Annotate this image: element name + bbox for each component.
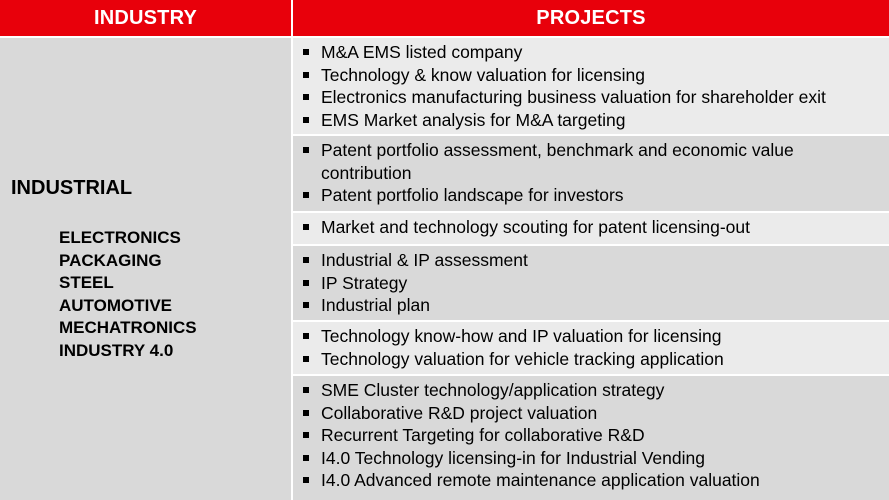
square-bullet-icon [303, 192, 309, 198]
project-text: Electronics manufacturing business valuation for shareholder exit [321, 87, 826, 108]
project-item [301, 325, 881, 348]
project-text: Technology valuation for vehicle tracking application [321, 348, 724, 369]
project-list [301, 41, 881, 131]
project-item [301, 424, 881, 447]
project-group-industrial-ip [293, 246, 889, 320]
project-item [301, 402, 881, 425]
project-text: Patent portfolio assessment, benchmark and economic value contribution [321, 140, 794, 183]
project-group-technology-valuation [293, 322, 889, 374]
square-bullet-icon [303, 224, 309, 230]
project-group-scouting [293, 213, 889, 244]
project-group-patent [293, 136, 889, 211]
project-text: IP Strategy [321, 272, 408, 293]
square-bullet-icon [303, 432, 309, 438]
project-list [301, 216, 881, 239]
square-bullet-icon [303, 280, 309, 286]
project-text: I4.0 Technology licensing-in for Industrial Vending [321, 447, 705, 468]
project-group-ems [293, 38, 889, 134]
square-bullet-icon [303, 455, 309, 461]
square-bullet-icon [303, 117, 309, 123]
square-bullet-icon [303, 257, 309, 263]
sector-electronics: ELECTRONICS [59, 228, 181, 247]
project-item [301, 216, 881, 239]
project-item [301, 184, 881, 207]
project-text: Recurrent Targeting for collaborative R&D [321, 425, 645, 446]
table-header [0, 0, 889, 36]
project-item [301, 109, 881, 132]
project-item [301, 379, 881, 402]
square-bullet-icon [303, 72, 309, 78]
sector-packaging: PACKAGING [59, 250, 162, 270]
project-text: Collaborative R&D project valuation [321, 402, 598, 423]
sector-mechatronics: MECHATRONICS [59, 318, 197, 338]
project-text: Market and technology scouting for patent licensing-out [321, 217, 751, 237]
sector-steel: STEEL [59, 273, 114, 293]
projects-column-header: PROJECTS [293, 0, 889, 36]
project-item [301, 469, 881, 492]
project-text: Industrial plan [321, 295, 430, 316]
project-text: Patent portfolio landscape for investors [321, 185, 624, 206]
project-text: I4.0 Advanced remote maintenance application valuation [321, 470, 760, 491]
project-item [301, 41, 881, 64]
square-bullet-icon [303, 302, 309, 308]
project-text: M&A EMS listed company [321, 42, 523, 62]
project-text: EMS Market analysis for M&A targeting [321, 109, 626, 130]
project-item [301, 86, 881, 109]
project-text: SME Cluster technology/application strategy [321, 380, 665, 400]
project-item [301, 249, 881, 272]
sector-industry-4-0: INDUSTRY 4.0 [59, 340, 174, 360]
square-bullet-icon [303, 94, 309, 100]
industry-sector-list [59, 227, 197, 363]
square-bullet-icon [303, 356, 309, 362]
project-group-sme-cluster [293, 376, 889, 500]
square-bullet-icon [303, 410, 309, 416]
project-item [301, 272, 881, 295]
square-bullet-icon [303, 477, 309, 483]
project-item [301, 447, 881, 470]
project-list [301, 249, 881, 317]
project-text: Technology & know valuation for licensing [321, 64, 645, 85]
industry-column-header: INDUSTRY [0, 0, 291, 36]
square-bullet-icon [303, 387, 309, 393]
square-bullet-icon [303, 49, 309, 55]
project-list [301, 139, 881, 207]
project-list [301, 325, 881, 370]
sector-automotive: AUTOMOTIVE [59, 295, 173, 315]
project-item [301, 294, 881, 317]
project-item [301, 139, 881, 184]
project-text: Industrial & IP assessment [321, 250, 528, 270]
project-item [301, 348, 881, 371]
square-bullet-icon [303, 333, 309, 339]
industry-title: INDUSTRIAL [11, 177, 133, 199]
project-item [301, 64, 881, 87]
project-text: Technology know-how and IP valuation for licensing [321, 326, 722, 346]
industry-cell [0, 38, 291, 500]
square-bullet-icon [303, 147, 309, 153]
project-list [301, 379, 881, 492]
